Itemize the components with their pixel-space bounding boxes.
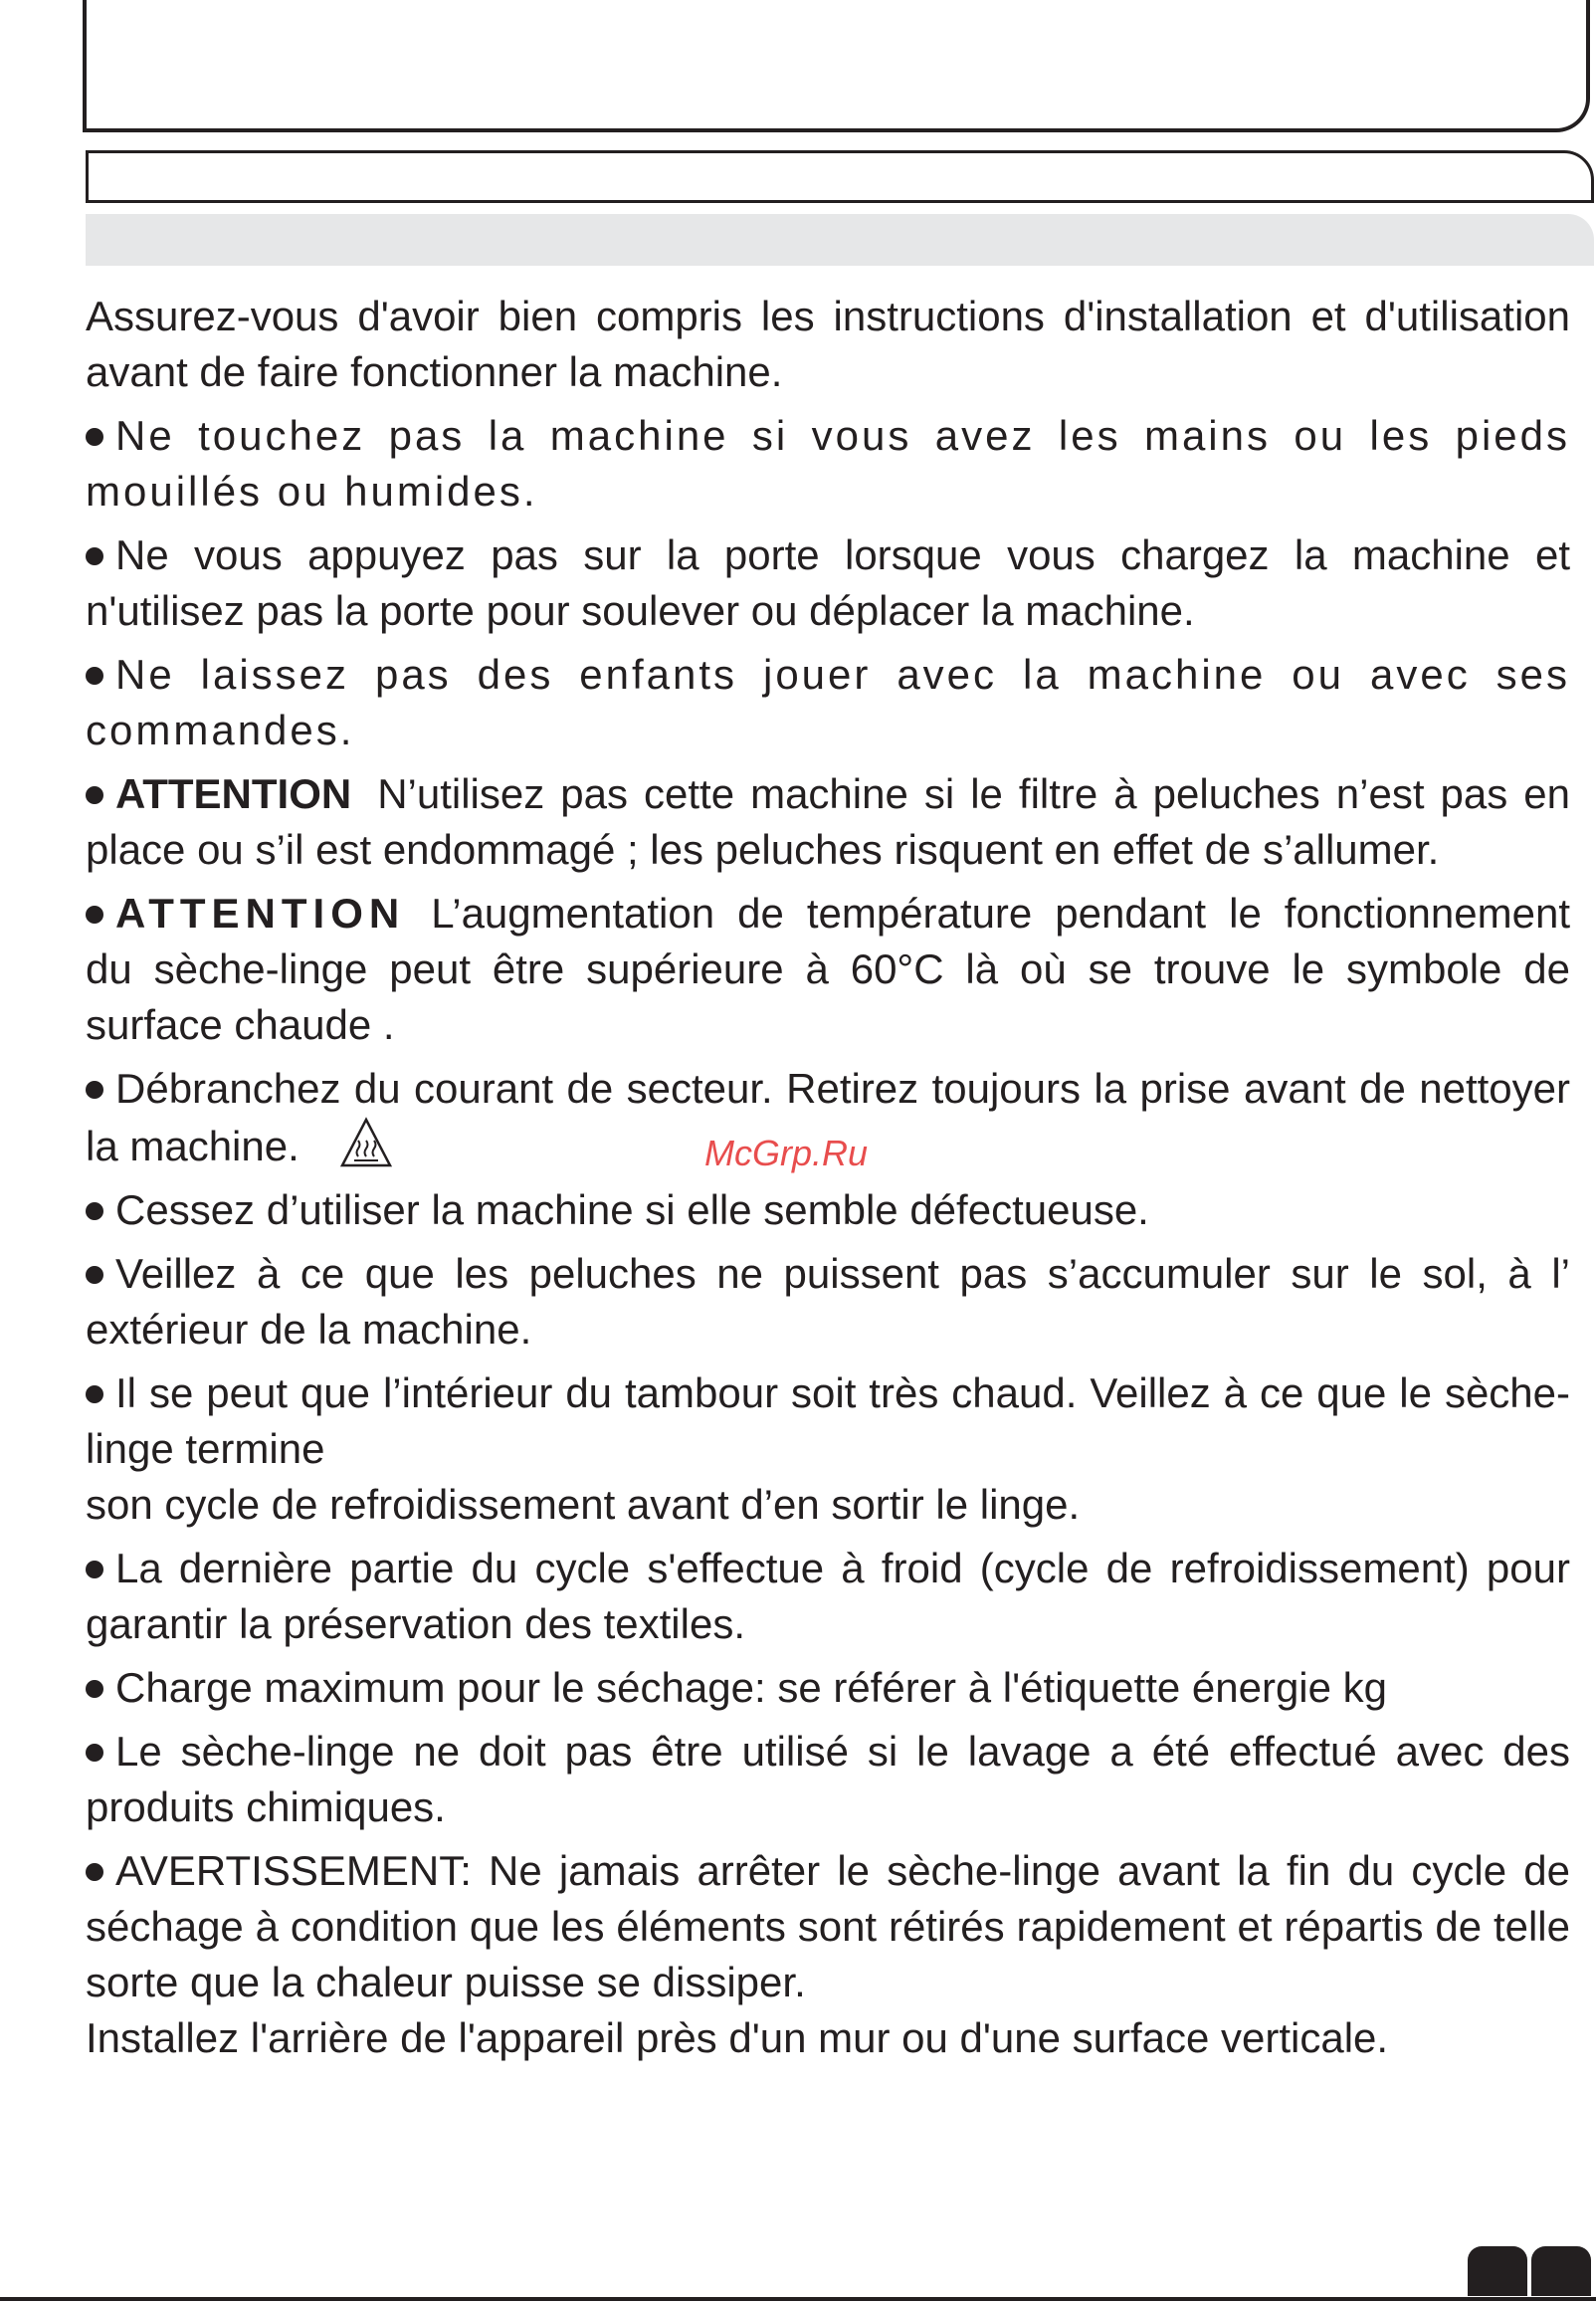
closing-paragraph: Installez l'arrière de l'appareil près d'un mur ou d'une surface verticale. [86,2014,1389,2061]
bullet-icon [86,1724,115,1780]
hot-surface-icon [340,1117,392,1168]
page-tab-right [1531,2246,1591,2296]
bullet-icon [86,886,115,942]
list-item: Cessez d’utiliser la machine si elle semble défectueuse. [86,1182,1570,1238]
list-item: Veillez à ce que les peluches ne puissent pas s’accumuler sur le sol, à l’ extérieur de la machine. [86,1246,1570,1358]
bullet-icon [86,1182,115,1238]
bullet-icon [86,1660,115,1716]
list-item: Il se peut que l’intérieur du tambour soit très chaud. Veillez à ce que le sèche-linge termine [86,1365,1570,1477]
list-item-continuation: son cycle de refroidissement avant d’en sortir le linge. [86,1481,1081,1528]
page-tab-left [1468,2246,1527,2296]
bullet-icon [86,766,115,822]
subtitle-box [86,150,1594,203]
list-item: Ne vous appuyez pas sur la porte lorsque vous chargez la machine et n'utilisez pas la porte pour soulever ou déplacer la machine. [86,527,1570,639]
bullet-icon [86,1246,115,1302]
attention-label: ATTENTION [115,890,406,937]
bullet-icon [86,527,115,583]
title-box [83,0,1590,132]
list-item: ATTENTION N’utilisez pas cette machine si le filtre à peluches n’est pas en place ou s’il est endommagé ; les peluches risquent en effet de s’allumer. [86,766,1570,878]
list-item: Charge maximum pour le séchage: se référer à l'étiquette énergie kg [86,1660,1570,1716]
watermark: McGrp.Ru [704,1133,869,1173]
bullet-icon [86,1365,115,1421]
bullet-icon [86,1843,115,1899]
list-item: Le sèche-linge ne doit pas être utilisé si le lavage a été effectué avec des produits chimiques. [86,1724,1570,1835]
bullet-icon [86,408,115,464]
bullet-icon [86,1061,115,1117]
list-item: La dernière partie du cycle s'effectue à froid (cycle de refroidissement) pour garantir la préservation des textiles. [86,1541,1570,1652]
list-item: Ne touchez pas la machine si vous avez les mains ou les pieds mouillés ou humides. [86,408,1570,520]
section-band [86,214,1594,266]
list-item: Ne laissez pas des enfants jouer avec la machine ou avec ses commandes. [86,647,1570,758]
list-item: Débranchez du courant de secteur. Retirez toujours la prise avant de nettoyer la machine. [86,1061,1570,1174]
list-item: AVERTISSEMENT: Ne jamais arrêter le sèche-linge avant la fin du cycle de séchage à condition que les éléments sont rétirés rapidement et répartis de telle sorte que la chaleur puisse se dissiper. [86,1843,1570,2010]
intro-paragraph: Assurez-vous d'avoir bien compris les instructions d'installation et d'utilisation avant de faire fonctionner la machine. [86,293,1570,395]
safety-instructions [86,289,1570,2074]
bullet-icon [86,1541,115,1596]
attention-label: ATTENTION [115,770,352,817]
bullet-icon [86,647,115,703]
list-item: ATTENTION L’augmentation de température pendant le fonctionnement du sèche-linge peut être supérieure à 60°C là où se trouve le symbole de surface chaude . [86,886,1570,1053]
footer-rule [0,2297,1596,2301]
